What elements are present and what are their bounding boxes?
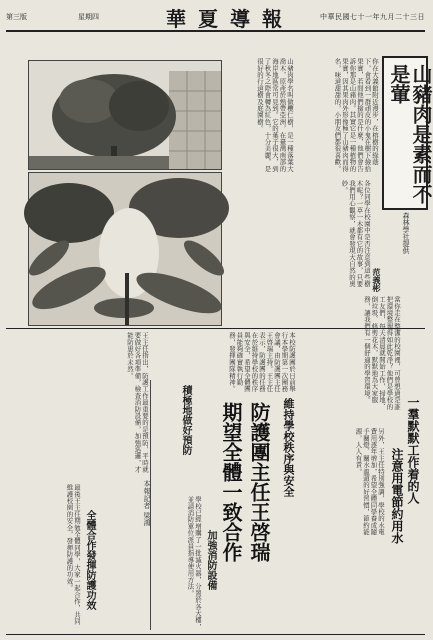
date-line: 中華民國七十一年九月二十三日 bbox=[320, 13, 425, 21]
feature-body-1: 你在大義館附近漫步，在榕樹的綠蔭下，會看到一群頑皮的小鬼在樹下撿拾果實，若問他們撿的是什麼，他們會告訴你那是山豬肉。其實它是一種植物的果實，因其果肉外形像極了山豬肉而得名，味道甜甜的，小朋友們都很喜歡。 bbox=[333, 58, 379, 172]
main-headline-1: 防護團主任王啓瑞 bbox=[247, 402, 271, 562]
main-body: 本校防護團於日前舉行本學期第一次團務會議，由防護團主任王啓瑞主持。王主任表示，防護團的任務在於維持學校的秩序與安全，希望全體團員能夠確實執行勤務，發揮團隊精神。 bbox=[228, 332, 296, 393]
page-bottom-rule bbox=[6, 634, 425, 635]
tree-leaves-photo bbox=[28, 172, 222, 326]
feature-credit: 森林學社提供 bbox=[402, 212, 410, 254]
subhead-cooperation: 全體合作發揮防護功效 bbox=[84, 510, 95, 610]
main-reporter: 本報記者 梁鴻 bbox=[143, 480, 151, 527]
subhead-prevention-body: 王主任指出，防護工作最重要的是預防，平時就要做好各項準備，檢查消防設備，加強巡邏，才能防患於未然。 bbox=[126, 332, 149, 473]
feature-title-box bbox=[382, 56, 433, 210]
newspaper-brand: 華夏導報 bbox=[166, 7, 294, 31]
worker-story-title: 一羣默默工作着的人 bbox=[406, 396, 420, 504]
campus-building-photo bbox=[28, 60, 222, 170]
main-headline-2: 期望全體一致合作 bbox=[219, 402, 243, 562]
subhead-fire-equipment: 加強消防設備 bbox=[205, 530, 216, 590]
feature-title: 山豬肉是素而不是葷 bbox=[387, 64, 433, 204]
subhead-prevention: 積極地做好預防 bbox=[180, 385, 191, 455]
water-story-title: 注意用電節約用水 bbox=[390, 448, 404, 544]
subhead-fire-equipment-body: 學校已經增購了一批滅火器，分置於各大樓，並請消防單位派員指導使用方法。 bbox=[186, 496, 202, 630]
worker-story-body: 當你走在整潔的校園裡，可曾想過是誰把環境整理得如此乾淨？他們是學校的工友們，每天清晨就開始工作，掃地、倒垃圾、修剪花木，默默地為大家服務，讓我們有一個舒適的學習環境。 bbox=[363, 296, 401, 410]
main-kicker: 維持學校秩序與安全 bbox=[282, 398, 295, 497]
weekday-label: 星期四 bbox=[78, 13, 99, 21]
section-label: 第三版 bbox=[6, 13, 27, 21]
feature-author: 范義彬 bbox=[372, 268, 382, 292]
water-story-body: 另外，王主任特別強調，學校的水電費用逐年增加，希望全體同學養成隨手關燈、關水龍頭的好習慣，節約能源，人人有責。 bbox=[354, 428, 385, 536]
feature-body-3: 各位同學在校園中是否注意到這些樹木呢？一草一木都有它的故事，只要我們用心觀察，就會發現大自然的奧妙。 bbox=[340, 180, 371, 288]
subhead-cooperation-body: 最後王主任期勉全體同學，大家一起合作，共同維護校園的安全，發揮防護的功效。 bbox=[65, 484, 81, 625]
feature-body-2: 山豬肉學名叫做欖仁樹，是一種落葉大喬木，原產於熱帶亞洲，在臺灣南部的海岸地區常可見到。它的葉子很大，到了秋冬之際會轉為紅色，十分美麗，是很好的行道樹及庭園樹。 bbox=[256, 58, 294, 172]
masthead bbox=[6, 6, 425, 32]
